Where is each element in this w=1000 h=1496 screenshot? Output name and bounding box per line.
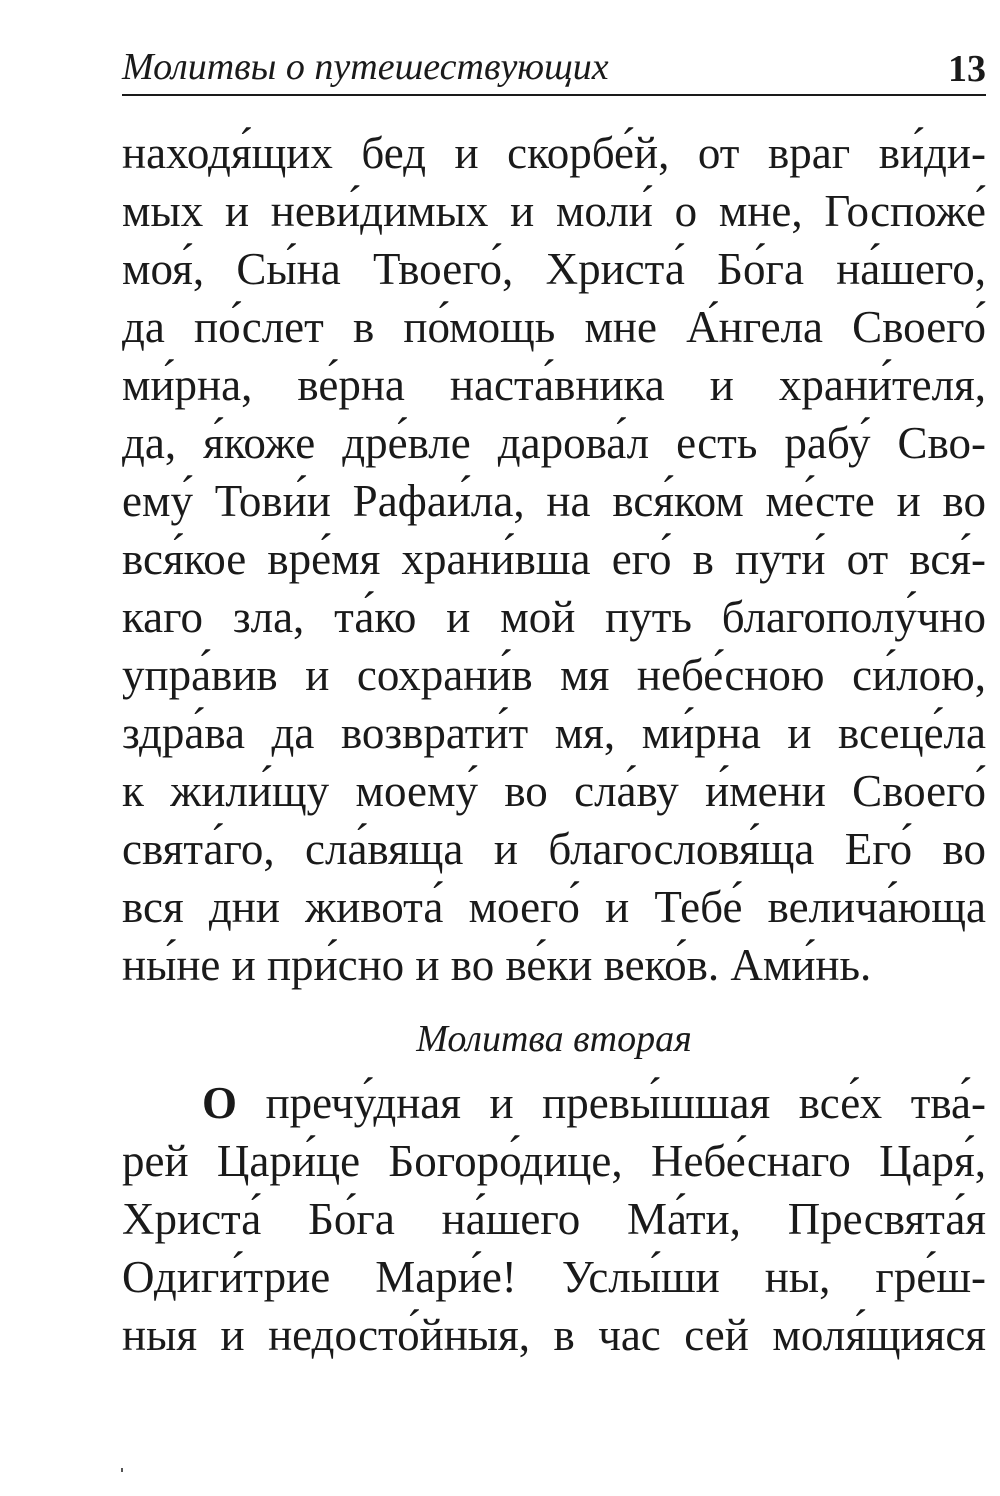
text-line: да по́слет в по́мощь мне А́нгела Своего́ bbox=[122, 302, 986, 352]
text-line: вся́кое вре́мя храни́вша его́ в пути́ от вся́- bbox=[122, 534, 986, 584]
text-line: к жили́щу моему́ во сла́ву и́мени Своего́ bbox=[122, 766, 986, 816]
prayer-continuation-paragraph bbox=[122, 124, 986, 994]
page-number: 13 bbox=[948, 48, 986, 90]
text-line: ему́ Тови́и Рафаи́ла, на вся́ком ме́сте и во bbox=[122, 476, 986, 526]
text-line: вся дни живота́ моего́ и Тебе́ велича́юща bbox=[122, 882, 986, 932]
first-line-text: пречу́дная и превы́шшая все́х тва́- bbox=[237, 1078, 986, 1128]
text-line: Одиги́трие Мари́е! Услы́ши ны, гре́ш- bbox=[122, 1252, 986, 1302]
text-line: находя́щих бед и скорбе́й, от враг ви́ди- bbox=[122, 128, 986, 178]
text-line: ныя и недосто́йныя, в час сей моля́щияся bbox=[122, 1310, 986, 1360]
text-line: каго зла, та́ко и мой путь благополу́чно bbox=[122, 592, 986, 642]
text-line: здра́ва да возврати́т мя, ми́рна и всеце́ла bbox=[122, 708, 986, 758]
text-line: Христа́ Бо́га на́шего Ма́ти, Пресвята́я bbox=[122, 1194, 986, 1244]
text-line: да, я́коже дре́вле дарова́л есть рабу́ Сво- bbox=[122, 418, 986, 468]
print-speck bbox=[121, 1468, 123, 1472]
running-title: Молитвы о путешествующих bbox=[122, 46, 609, 88]
text-line-first bbox=[122, 1074, 986, 1132]
running-head bbox=[122, 40, 986, 96]
text-line: мых и неви́димых и моли́ о мне, Госпоже́ bbox=[122, 186, 986, 236]
header-rule bbox=[122, 94, 986, 96]
initial-letter: О bbox=[202, 1078, 238, 1128]
text-line: рей Цари́це Богоро́дице, Небе́снаго Царя́, bbox=[122, 1136, 986, 1186]
second-prayer-paragraph bbox=[122, 1074, 986, 1364]
section-heading: Молитва вторая bbox=[416, 1018, 692, 1060]
text-line: моя́, Сы́на Твоего́, Христа́ Бо́га на́шего, bbox=[122, 244, 986, 294]
text-line: свята́го, сла́вяща и благословя́ща Его́ во bbox=[122, 824, 986, 874]
text-line: ми́рна, ве́рна наста́вника и храни́теля, bbox=[122, 360, 986, 410]
text-line: ны́не и при́сно и во ве́ки веко́в. Ами́нь. bbox=[122, 940, 872, 990]
text-line: упра́вив и сохрани́в мя небе́сною си́лою, bbox=[122, 650, 986, 700]
